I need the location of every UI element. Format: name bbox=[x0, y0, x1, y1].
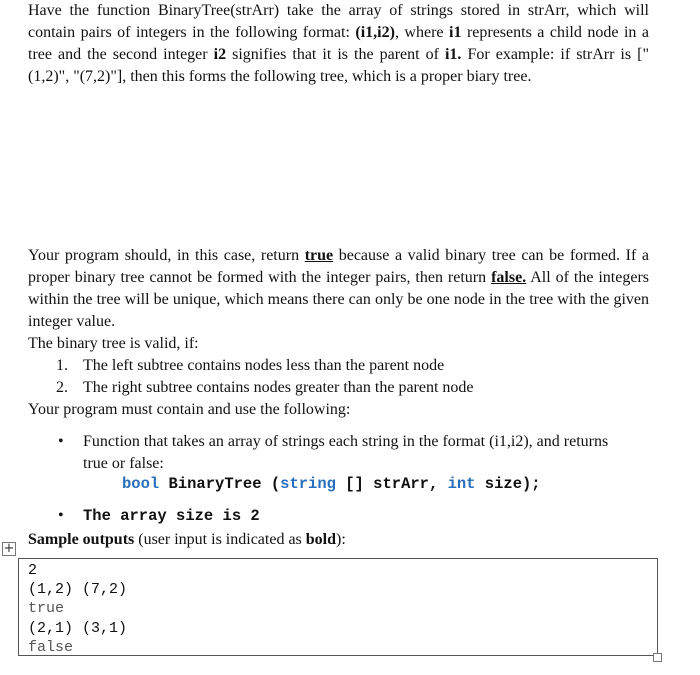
sample-heading: Sample outputs (user input is indicated as bold): bbox=[28, 531, 346, 548]
format-term: (i1,i2) bbox=[355, 24, 395, 41]
rule-number: 1. bbox=[56, 357, 68, 374]
rule-text: The right subtree contains nodes greater than the parent node bbox=[83, 379, 474, 396]
io-input-line: (1,2) (7,2) bbox=[28, 581, 128, 598]
result-text: Your program should, in this case, return bbox=[28, 247, 305, 264]
false-keyword: false. bbox=[491, 269, 527, 286]
io-output-line: false bbox=[28, 639, 74, 656]
rule-text: The left subtree contains nodes less than the parent node bbox=[83, 357, 445, 374]
array-size-note: The array size is 2 bbox=[83, 507, 260, 525]
io-input-line: (2,1) (3,1) bbox=[28, 620, 128, 637]
intro-text: represents a child node in a tree and the second integer bbox=[28, 24, 649, 63]
rule-number: 2. bbox=[56, 379, 68, 396]
validity-heading: The binary tree is valid, if: bbox=[28, 335, 199, 352]
result-paragraph bbox=[28, 245, 649, 333]
move-handle-icon[interactable]: + bbox=[3, 541, 15, 556]
io-input-line: 2 bbox=[28, 562, 38, 579]
io-output-line: true bbox=[28, 600, 65, 617]
intro-text: signifies that it is the parent of bbox=[226, 46, 445, 63]
i1-term: i1. bbox=[444, 46, 462, 63]
function-signature: bool BinaryTree (string [] strArr, int size); bbox=[122, 475, 541, 493]
intro-text: , where bbox=[394, 24, 449, 41]
bullet-text: Function that takes an array of strings each string in the format (i1,i2), and returns true or false: bbox=[83, 433, 609, 472]
bullet-dot: • bbox=[58, 433, 64, 450]
intro-text: For example: if strArr is ["(1,2)", "(7,2)"], then this forms the following tree, which is a proper biary tree. bbox=[28, 46, 649, 85]
result-text: All of the integers within the tree will be unique, which means there can only be one node in the tree with the given integer value. bbox=[28, 269, 649, 330]
true-keyword: true bbox=[304, 247, 334, 264]
sample-output-box bbox=[18, 558, 658, 656]
requirements-heading: Your program must contain and use the following: bbox=[28, 401, 351, 418]
i2-term: i2 bbox=[213, 46, 227, 63]
resize-handle[interactable] bbox=[653, 653, 662, 662]
intro-text: Have the function BinaryTree(strArr) take the array of strings stored in strArr, which will contain pairs of integers in the following format: bbox=[28, 2, 649, 41]
intro-paragraph bbox=[28, 0, 649, 88]
bullet-dot: • bbox=[58, 507, 64, 524]
result-text: because a valid binary tree can be formed. If a proper binary tree cannot be formed with the integer pairs, then return bbox=[28, 247, 650, 286]
i1-term: i1 bbox=[449, 24, 462, 41]
